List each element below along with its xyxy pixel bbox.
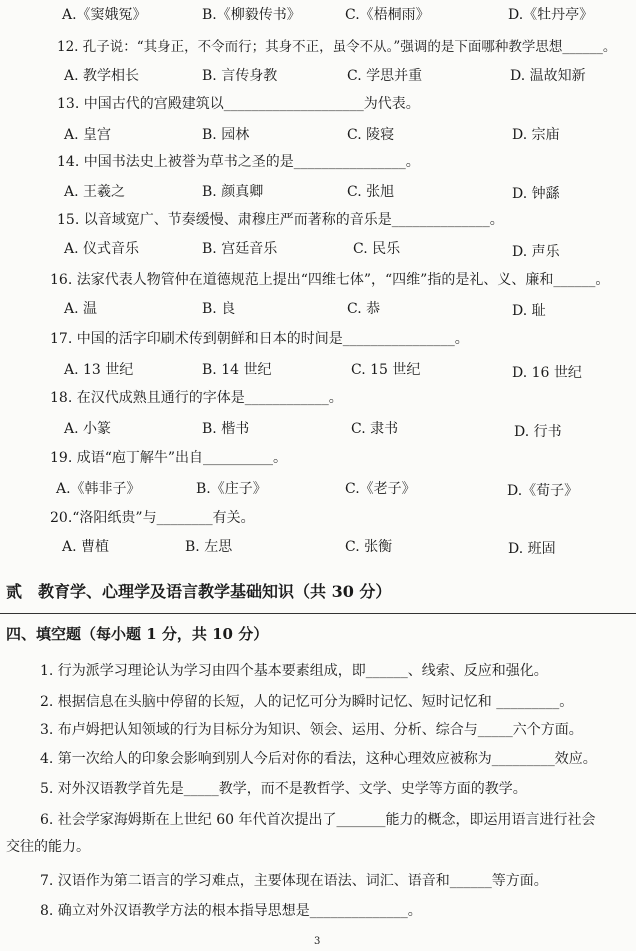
question-stem: 18. 在汉代成熟且通行的字体是____________。 [50, 390, 343, 406]
option-b: B. 颜真卿 [202, 184, 264, 200]
fill-item: 5. 对外汉语教学首先是_____教学，而不是教哲学、文学、史学等方面的教学。 [40, 781, 527, 797]
option-b: B. 14 世纪 [202, 362, 272, 378]
fill-item: 6. 社会学家海姆斯在上世纪 60 年代首次提出了_______能力的概念，即运用语言进行社会 [40, 812, 596, 828]
option-b: B. 楷书 [202, 421, 250, 437]
option-c: C. 张旭 [347, 184, 395, 200]
option-a: A. 13 世纪 [64, 362, 134, 378]
option-c: C. 隶书 [351, 421, 399, 437]
option-d: D. 宗庙 [512, 127, 560, 143]
option-c: C. 张衡 [345, 539, 393, 555]
option-a: A. 曹植 [62, 539, 110, 555]
option-d: D. 耻 [512, 303, 546, 319]
q11-option-a: A.《窦娥冤》 [62, 7, 147, 23]
option-b: B. 良 [202, 301, 236, 317]
section-title: 贰 教育学、心理学及语言教学基础知识（共 30 分） [6, 582, 392, 601]
option-a: A. 温 [64, 301, 98, 317]
question-stem: 12. 孔子说：“其身正，不令而行；其身不正，虽令不从。”强调的是下面哪种教学思想______。 [57, 39, 617, 55]
subsection-title: 四、填空题（每小题 1 分，共 10 分） [6, 625, 269, 643]
q11-option-b: B.《柳毅传书》 [202, 7, 301, 23]
question-stem: 17. 中国的活字印刷术传到朝鲜和日本的时间是________________。 [50, 331, 469, 347]
option-d: D. 行书 [514, 424, 562, 440]
option-d: D. 班固 [508, 541, 556, 557]
question-stem: 14. 中国书法史上被誉为草书之圣的是________________。 [57, 154, 420, 170]
section-divider [0, 613, 636, 614]
option-d: D. 16 世纪 [512, 365, 582, 381]
option-a: A.《韩非子》 [56, 481, 141, 497]
page-number: 3 [314, 936, 321, 947]
option-c: C. 恭 [347, 301, 381, 317]
option-b: B.《庄子》 [196, 481, 267, 497]
option-d: D. 温故知新 [510, 68, 586, 84]
option-d: D. 钟繇 [512, 186, 560, 202]
option-c: C.《老子》 [345, 481, 416, 497]
option-b: B. 宫廷音乐 [202, 241, 278, 257]
option-b: B. 左思 [185, 539, 233, 555]
option-b: B. 言传身教 [202, 68, 278, 84]
q11-option-d: D.《牡丹亭》 [508, 7, 594, 23]
question-stem: 16. 法家代表人物管仲在道德规范上提出“四维七体”，“四维”指的是礼、义、廉和______。 [50, 272, 610, 288]
question-stem: 13. 中国古代的宫殿建筑以____________________为代表。 [57, 96, 420, 112]
option-a: A. 小篆 [64, 421, 112, 437]
question-stem: 20.“洛阳纸贵”与________有关。 [50, 510, 255, 526]
option-c: C. 陵寝 [347, 127, 395, 143]
fill-item-continuation: 交往的能力。 [6, 839, 90, 855]
option-a: A. 皇宫 [64, 127, 112, 143]
option-c: C. 15 世纪 [351, 362, 421, 378]
option-d: D.《荀子》 [507, 483, 579, 499]
q11-option-c: C.《梧桐雨》 [345, 7, 430, 23]
option-b: B. 园林 [202, 127, 250, 143]
question-stem: 15. 以音域宽广、节奏缓慢、肃穆庄严而著称的音乐是______________。 [57, 212, 504, 228]
option-c: C. 学思并重 [347, 68, 423, 84]
fill-item: 2. 根据信息在头脑中停留的长短，人的记忆可分为瞬时记忆、短时记忆和 _________。 [40, 694, 574, 710]
question-stem: 19. 成语“庖丁解牛”出自__________。 [50, 450, 288, 466]
option-a: A. 仪式音乐 [64, 241, 140, 257]
fill-item: 1. 行为派学习理论认为学习由四个基本要素组成，即______、线索、反应和强化。 [40, 663, 548, 679]
fill-item: 4. 第一次给人的印象会影响到别人今后对你的看法，这种心理效应被称为_________效应。 [40, 751, 597, 767]
fill-item: 7. 汉语作为第二语言的学习难点，主要体现在语法、词汇、语音和______等方面。 [40, 873, 548, 889]
fill-item: 8. 确立对外汉语教学方法的根本指导思想是______________。 [40, 903, 422, 919]
option-a: A. 王羲之 [64, 184, 126, 200]
option-a: A. 教学相长 [64, 68, 140, 84]
option-d: D. 声乐 [512, 244, 560, 260]
fill-item: 3. 布卢姆把认知领域的行为目标分为知识、领会、运用、分析、综合与_____六个方面。 [40, 722, 583, 738]
option-c: C. 民乐 [353, 241, 401, 257]
